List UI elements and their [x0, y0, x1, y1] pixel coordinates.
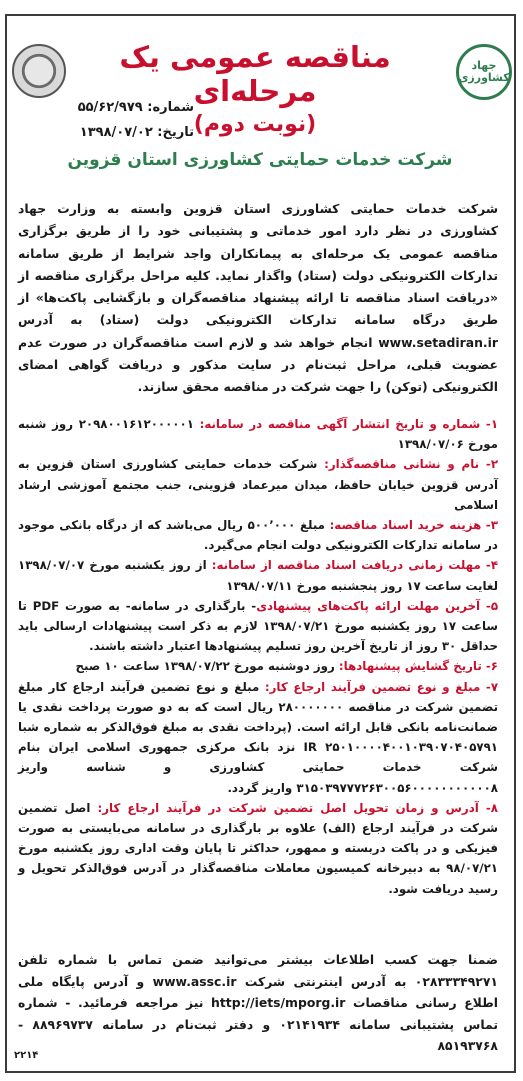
list-item	[18, 454, 498, 515]
item-heading: ۶- تاریخ گشایش پیشنهادها:	[338, 659, 498, 674]
item-heading: ۸- آدرس و زمان تحویل اصل تضمین شرکت در فرآیند ارجاع کار:	[97, 800, 498, 815]
list-item	[18, 677, 498, 798]
item-text: مبلغ و نوع تضمین فرآیند ارجاع کار مبلغ تضمین شرکت در مناقصه ۲۸۰۰۰۰۰۰۰ ریال است که به دو صورت پرداخت نقدی یا ضمانت‌نامه بانکی قابل ارائه است. (پرداخت نقدی به مبلغ فوق‌الذکر به شماره شبا IR ۲۵۰۱۰۰۰۰۴۰۰۱۰۳۹۰۷۰۴۰۵۷۹۱ نزد بانک مرکزی جمهوری اسلامی ایران بنام شرکت خدمات حمایتی کشاورزی و شناسه واریز ۳۱۵۰۳۹۷۷۷۲۶۳۰۰۵۶۰۰۰۰۰۰۰۰۰۰۰۸ واریز گردد.	[18, 679, 498, 795]
logo-text: جهاد کشاورزی	[458, 59, 510, 84]
item-heading: ۵- آخرین مهلت ارائه پاکت‌های پیشنهادی	[256, 598, 499, 613]
letter-date: تاریخ: ۱۳۹۸/۰۷/۰۲	[79, 125, 194, 140]
item-heading: ۱- شماره و تاریخ انتشار آگهی مناقصه در سامانه:	[199, 417, 499, 431]
item-text: شرکت خدمات حمایتی کشاورزی استان قزوین به آدرس قزوین خیابان حافظ، میدان میرعماد قزوینی، جنب مجتمع آموزشی ارشاد اسلامی	[18, 457, 498, 512]
emblem-icon	[12, 44, 66, 98]
list-item	[18, 515, 498, 555]
jahad-logo-icon	[456, 44, 512, 100]
page-title: مناقصه عمومی یک مرحله‌ای	[119, 40, 391, 108]
item-text: مبلغ ۵۰۰٬۰۰۰ ریال می‌باشد که از درگاه بانکی موجود در سامانه تدارکات الکترونیکی دولت انجام می‌گیرد.	[18, 518, 498, 553]
tender-items	[18, 414, 498, 899]
item-text: اصل تضمین شرکت در فرآیند ارجاع (الف) علاوه بر بارگذاری در سامانه می‌بایستی به صورت فیزیکی و در پاکت دربسته و ممهور، حداکثر تا پایان وقت اداری روز یکشنبه مورخ ۹۸/۰۷/۲۱ به دبیرخانه کمیسیون معاملات مناقصه‌گذار در آدرس فوق‌الذکر تحویل و رسید دریافت شود.	[18, 800, 498, 896]
list-item	[18, 596, 498, 657]
item-text: روز دوشنبه مورخ ۱۳۹۸/۰۷/۲۲ ساعت ۱۰ صبح	[75, 659, 339, 674]
contact-paragraph: ضمنا جهت کسب اطلاعات بیشتر می‌توانید ضمن تماس با شماره تلفن ۰۲۸۳۳۳۴۹۲۷۱ به آدرس اینترنتی شرکت www.assc.ir و آدرس پایگاه ملی اطلاع رسانی مناقصات http://iets/mporg.ir نیز مراجعه فرمائید. - شماره تماس پشتیبانی سامانه ۰۲۱۴۱۹۳۴ و دفتر ثبت‌نام در سامانه ۸۸۹۶۹۷۳۷ - ۸۵۱۹۳۷۶۸	[18, 952, 498, 1053]
item-heading: ۲- نام و نشانی مناقصه‌گذار:	[324, 457, 499, 472]
item-heading: ۳- هزینه خرید اسناد مناقصه:	[329, 518, 498, 533]
footer-code: ۲۲۱۴	[14, 1050, 39, 1061]
page-subtitle: (نوبت دوم)	[193, 112, 317, 137]
item-heading: ۷- مبلغ و نوع تضمین فرآیند ارجاع کار:	[264, 679, 499, 694]
company-name: شرکت خدمات حمایتی کشاورزی استان قزوین	[67, 150, 453, 170]
item-heading: ۴- مهلت زمانی دریافت اسناد مناقصه از سامانه:	[211, 558, 499, 573]
item-text: - بارگذاری در سامانه- به صورت PDF تا ساعت ۱۷ روز یکشنبه مورخ ۱۳۹۸/۰۷/۲۱ لازم به ذکر است پیشنهادات ارسالی باید حداقل ۳۰ روز از تاریخ آخرین روز تسلیم پیشنهادها اعتبار داشته باشند.	[18, 598, 498, 654]
list-item	[18, 414, 498, 454]
list-item	[18, 798, 498, 899]
item-text: ۲۰۹۸۰۰۱۶۱۲۰۰۰۰۰۱ روز شنبه مورخ ۱۳۹۸/۰۷/۰۶	[18, 417, 498, 452]
item-text: از روز یکشنبه مورخ ۱۳۹۸/۰۷/۰۷ لغایت ساعت ۱۷ روز پنجشنبه مورخ ۱۳۹۸/۰۷/۱۱	[18, 558, 498, 593]
letter-number: شماره: ۵۵/۶۲/۹۷۹	[77, 100, 194, 115]
list-item	[18, 656, 498, 676]
list-item	[18, 555, 498, 595]
intro-paragraph: شرکت خدمات حمایتی کشاورزی استان قزوین وابسته به وزارت جهاد کشاورزی در نظر دارد امور خدماتی و پشتیبانی خود را از طریق برگزاری مناقصه عمومی یک مرحله‌ای به پیمانکاران واجد شرایط از طریق سامانه تدارکات الکترونیکی دولت (ستاد) واگذار نماید. کلیه مراحل برگزاری مناقصه از «دریافت اسناد مناقصه تا ارائه پیشنهاد مناقصه‌گران و بازگشایی پاکت‌ها» از طریق درگاه سامانه تدارکات الکترونیکی دولت (ستاد) به آدرس www.setadiran.ir انجام خواهد شد و لازم است مناقصه‌گران در صورت عدم عضویت قبلی، مراحل ثبت‌نام در سایت مذکور و دریافت گواهی امضای الکترونیکی (توکن) را جهت شرکت در مناقصه محقق سازند.	[18, 201, 498, 395]
